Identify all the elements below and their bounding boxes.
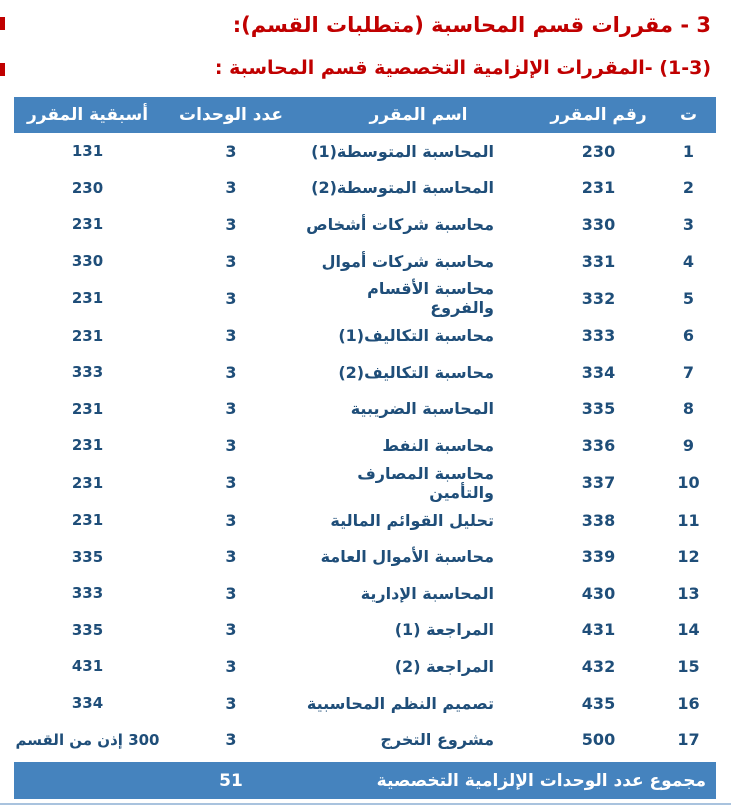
cell-serial: 13 [661,575,716,612]
cell-code: 231 [536,170,661,207]
cell-serial: 4 [661,243,716,280]
cell-name: مشروع التخرج [301,721,536,758]
table-row [14,170,716,207]
cell-serial: 3 [661,206,716,243]
cell-name: تحليل القوائم المالية [301,502,536,539]
cell-code: 331 [536,243,661,280]
cell-name: المحاسبة الإدارية [301,575,536,612]
cell-code: 430 [536,575,661,612]
cell-prereq: 335 [14,612,161,649]
cell-serial: 8 [661,391,716,428]
cell-prereq: 333 [14,575,161,612]
cell-units: 3 [161,391,301,428]
header-prereq: أسبقية المقرر [14,97,161,133]
table-row [14,133,716,170]
cell-serial: 11 [661,502,716,539]
cell-serial: 1 [661,133,716,170]
cell-prereq: 231 [14,391,161,428]
cell-units: 3 [161,170,301,207]
cell-serial: 7 [661,354,716,391]
cell-code: 435 [536,685,661,722]
table-row [14,575,716,612]
section-title: 3 - مقررات قسم المحاسبة (متطلبات القسم): [232,13,711,37]
cell-units: 3 [161,317,301,354]
cell-serial: 2 [661,170,716,207]
table-row [14,538,716,575]
cell-name: المحاسبة المتوسطة(1) [301,133,536,170]
cell-prereq: 231 [14,317,161,354]
table-row [14,206,716,243]
cell-name: محاسبة شركات أموال [301,243,536,280]
header-units: عدد الوحدات [161,97,301,133]
cell-name: محاسبة الأقسام والفروع [301,279,536,317]
cell-code: 332 [536,279,661,317]
cell-code: 333 [536,317,661,354]
cell-code: 336 [536,427,661,464]
cell-units: 3 [161,279,301,317]
cell-serial: 10 [661,464,716,502]
cell-prereq: 300 إذن من القسم [14,721,161,758]
cell-prereq: 230 [14,170,161,207]
cell-units: 3 [161,721,301,758]
cell-serial: 9 [661,427,716,464]
table-row [14,354,716,391]
cell-code: 335 [536,391,661,428]
cell-code: 330 [536,206,661,243]
cell-units: 3 [161,502,301,539]
cell-serial: 17 [661,721,716,758]
cell-prereq: 231 [14,427,161,464]
cell-name: المراجعة (2) [301,648,536,685]
page-titles [20,8,711,83]
cell-units: 3 [161,206,301,243]
cell-prereq: 330 [14,243,161,280]
cell-name: تصميم النظم المحاسبية [301,685,536,722]
courses-table-grid [14,97,716,758]
cell-units: 3 [161,648,301,685]
cell-units: 3 [161,575,301,612]
header-name: اسم المقرر [301,97,536,133]
page-bottom-rule [0,803,731,805]
cell-name: محاسبة الأموال العامة [301,538,536,575]
cell-name: محاسبة النفط [301,427,536,464]
cell-prereq: 231 [14,502,161,539]
table-footer [14,762,716,799]
cell-code: 334 [536,354,661,391]
cell-name: محاسبة المصارف والتأمين [301,464,536,502]
left-edge-red-mark-2 [0,63,5,76]
cell-serial: 12 [661,538,716,575]
cell-prereq: 334 [14,685,161,722]
cell-code: 432 [536,648,661,685]
table-row [14,464,716,502]
cell-code: 338 [536,502,661,539]
table-row [14,391,716,428]
subsection-title: (1-3) -المقررات الإلزامية التخصصية قسم المحاسبة : [214,57,711,79]
cell-units: 3 [161,243,301,280]
cell-name: محاسبة التكاليف(2) [301,354,536,391]
header-code: رقم المقرر [536,97,661,133]
table-header [14,97,716,133]
cell-units: 3 [161,685,301,722]
cell-prereq: 131 [14,133,161,170]
cell-prereq: 333 [14,354,161,391]
cell-units: 3 [161,354,301,391]
table-row [14,612,716,649]
table-row [14,427,716,464]
cell-prereq: 231 [14,279,161,317]
table-row [14,243,716,280]
cell-units: 3 [161,538,301,575]
cell-prereq: 231 [14,206,161,243]
cell-code: 431 [536,612,661,649]
cell-serial: 16 [661,685,716,722]
table-row [14,279,716,317]
cell-name: محاسبة شركات أشخاص [301,206,536,243]
cell-name: المحاسبة المتوسطة(2) [301,170,536,207]
cell-units: 3 [161,133,301,170]
cell-prereq: 231 [14,464,161,502]
table-row [14,648,716,685]
cell-serial: 5 [661,279,716,317]
courses-table [14,97,716,758]
header-row [14,97,716,133]
left-edge-red-mark-1 [0,17,5,30]
cell-name: محاسبة التكاليف(1) [301,317,536,354]
table-row [14,317,716,354]
cell-name: المحاسبة الضريبية [301,391,536,428]
header-serial: ت [661,97,716,133]
cell-serial: 6 [661,317,716,354]
footer-total-label: مجموع عدد الوحدات الإلزامية التخصصية [376,770,706,791]
cell-serial: 15 [661,648,716,685]
table-row [14,685,716,722]
cell-code: 337 [536,464,661,502]
table-row [14,502,716,539]
cell-units: 3 [161,464,301,502]
cell-code: 500 [536,721,661,758]
table-row [14,721,716,758]
cell-prereq: 431 [14,648,161,685]
footer-total-value: 51 [219,770,243,791]
cell-name: المراجعة (1) [301,612,536,649]
cell-code: 339 [536,538,661,575]
cell-units: 3 [161,427,301,464]
cell-code: 230 [536,133,661,170]
course-table-body [14,133,716,758]
cell-prereq: 335 [14,538,161,575]
cell-serial: 14 [661,612,716,649]
cell-units: 3 [161,612,301,649]
